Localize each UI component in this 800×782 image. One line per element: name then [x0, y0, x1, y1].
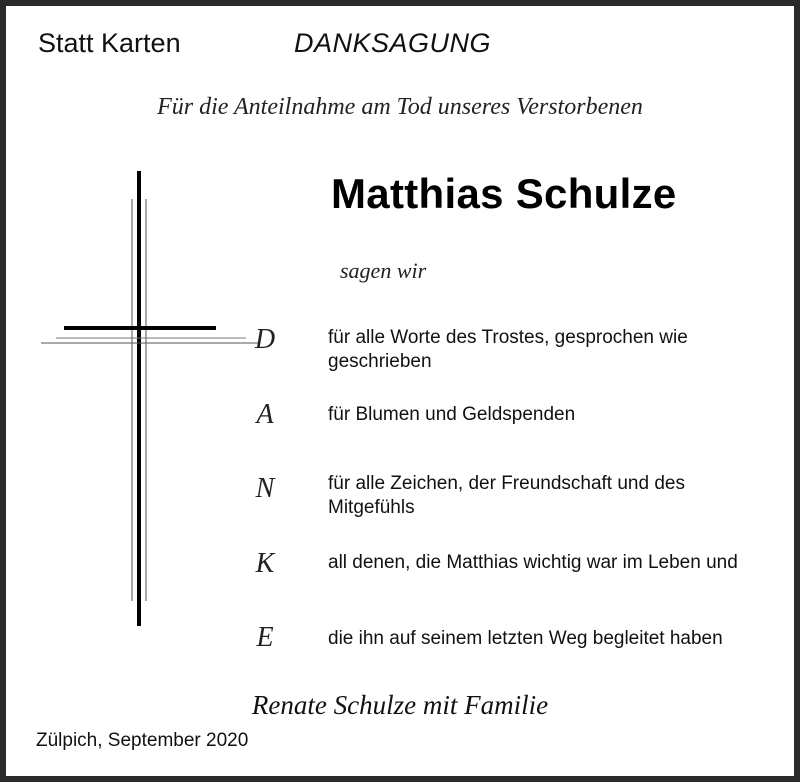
closing-signature: Renate Schulze mit Familie — [251, 690, 549, 720]
place-date: Zülpich, September 2020 — [36, 730, 249, 751]
obituary-card — [6, 6, 794, 776]
danke-line-text: für alle Worte des Trostes, gesprochen wie geschrieben — [328, 327, 688, 372]
danke-line-text: für alle Zeichen, der Freundschaft und des Mitgefühls — [328, 473, 685, 518]
intro-text: Für die Anteilnahme am Tod unseres Verstorbenen — [157, 94, 643, 120]
danke-line-text: all denen, die Matthias wichtig war im Leben und — [328, 552, 738, 573]
cross-icon — [36, 171, 266, 636]
statt-karten-label: Statt Karten — [38, 28, 181, 58]
danke-letter: A — [256, 399, 274, 430]
sagen-wir-text: sagen wir — [340, 258, 427, 283]
danke-letter: N — [255, 473, 275, 504]
danksagung-title: DANKSAGUNG — [294, 28, 492, 58]
danke-letter: E — [256, 622, 274, 653]
danke-letter: K — [255, 548, 275, 579]
danke-letter: D — [254, 324, 276, 355]
danke-line-text: die ihn auf seinem letzten Weg begleitet haben — [328, 628, 723, 649]
danke-line-text: für Blumen und Geldspenden — [328, 404, 576, 425]
deceased-name: Matthias Schulze — [331, 170, 677, 217]
